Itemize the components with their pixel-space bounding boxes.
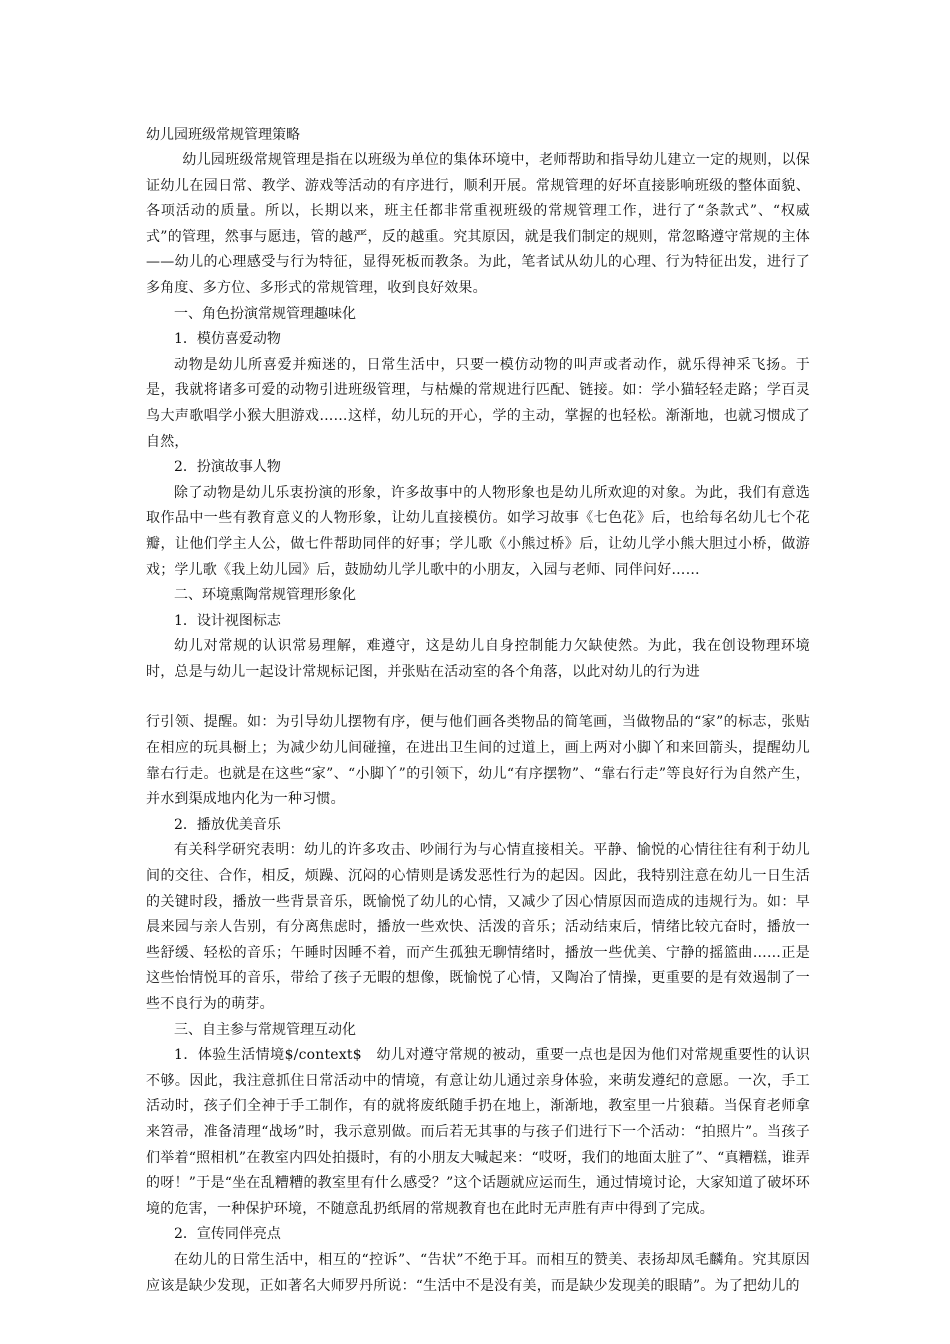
section-2-sub-1-paragraph-part-a: 幼儿对常规的认识常易理解，难遵守，这是幼儿自身控制能力欠缺使然。为此，我在创设物理环境时，总是与幼儿一起设计常规标记图，并张贴在活动室的各个角落，以此对幼儿的行为进 [146, 638, 810, 680]
section-3-sub-1-paragraph: 1．体验生活情境$/context$ 幼儿对遵守常规的被动，重要一点也是因为他们对常规重要性的认识不够。因此，我注意抓住日常活动中的情境，有意让幼儿通过亲身体验，来萌发遵纪的意愿。一次，手工活动时，孩子们全神于手工制作，有的就将废纸随手扔在地上，渐渐地，教室里一片狼藉。当保育老师拿来笤帚，准备清理“战场”时，我示意别做。而后若无其事的与孩子们进行下一个活动：“拍照片”。当孩子们举着“照相机”在教室内四处拍摄时，有的小朋友大喊起来：“哎呀，我们的地面太脏了”、“真糟糕，谁弄的呀！”于是“坐在乱糟糟的教室里有什么感受？”这个话题就应运而生，通过情境讨论，大家知道了破坏环境的危害，一种保护环境，不随意乱扔纸屑的常规教育也在此时无声胜有声中得到了完成。 [146, 1047, 810, 1217]
paragraph-gap [146, 685, 810, 710]
section-2-sub-2-heading: 2．播放优美音乐 [174, 816, 281, 833]
intro-paragraph: 幼儿园班级常规管理是指在以班级为单位的集体环境中，老师帮助和指导幼儿建立一定的规则，以保证幼儿在园日常、教学、游戏等活动的有序进行，顺利开展。常规管理的好坏直接影响班级的整体面貌、各项活动的质量。所以，长期以来，班主任都非常重视班级的常规管理工作，进行了“条款式”、“权威式”的管理，然事与愿违，管的越严，反的越重。究其原因，就是我们制定的规则，常忽略遵守常规的主体——幼儿的心理感受与行为特征，显得死板而教条。为此，笔者试从幼儿的心理、行为特征出发，进行了多角度、多方位、多形式的常规管理，收到良好效果。 [146, 152, 810, 296]
section-1-heading: 一、角色扮演常规管理趣味化 [174, 305, 356, 322]
section-1-sub-2-heading: 2．扮演故事人物 [174, 459, 281, 476]
section-3-heading: 三、自主参与常规管理互动化 [174, 1021, 356, 1038]
section-2-sub-2-paragraph: 有关科学研究表明：幼儿的许多攻击、吵闹行为与心情直接相关。平静、愉悦的心情往往有利于幼儿间的交往、合作，相反，烦躁、沉闷的心情则是诱发恶性行为的起因。因此，我特别注意在幼儿一日生活的关键时段，播放一些背景音乐，既愉悦了幼儿的心情，又减少了因心情原因而造成的违规行为。如：早晨来园与亲人告别，有分离焦虑时，播放一些欢快、活泼的音乐；活动结束后，情绪比较亢奋时，播放一些舒缓、轻松的音乐；午睡时因睡不着，而产生孤独无聊情绪时，播放一些优美、宁静的摇篮曲……正是这些怡情悦耳的音乐，带给了孩子无暇的想像，既愉悦了心情，又陶冶了情操，更重要的是有效遏制了一些不良行为的萌芽。 [146, 842, 810, 1012]
section-1-sub-2-paragraph: 除了动物是幼儿乐衷扮演的形象，许多故事中的人物形象也是幼儿所欢迎的对象。为此，我们有意选取作品中一些有教育意义的人物形象，让幼儿直接模仿。如学习故事《七色花》后，也给每名幼儿七个花瓣，让他们学主人公，做七件帮助同伴的好事；学儿歌《小熊过桥》后，让幼儿学小熊大胆过小桥，做游戏；学儿歌《我上幼儿园》后，鼓励幼儿学儿歌中的小朋友，入园与老师、同伴问好…… [146, 484, 810, 578]
section-3-sub-2-paragraph: 在幼儿的日常生活中，相互的“控诉”、“告状”不绝于耳。而相互的赞美、表扬却凤毛麟角。究其原因应该是缺少发现，正如著名大师罗丹所说：“生活中不是没有美，而是缺少发现美的眼睛”。为了把幼儿的 [146, 1251, 810, 1294]
document-title: 幼儿园班级常规管理策略 [146, 127, 300, 143]
section-2-sub-1-paragraph-part-b: 行引领、提醒。如：为引导幼儿摆物有序，便与他们画各类物品的简笔画，当做物品的“家”的标志，张贴在相应的玩具橱上；为减少幼儿间碰撞，在进出卫生间的过道上，画上两对小脚丫和来回箭头，提醒幼儿靠右行走。也就是在这些“家”、“小脚丫”的引领下，幼儿“有序摆物”、“靠右行走”等良好行为自然产生，并水到渠成地内化为一种习惯。 [146, 714, 810, 808]
section-1-sub-1-heading: 1．模仿喜爱动物 [174, 331, 281, 348]
section-1-sub-1-paragraph: 动物是幼儿所喜爱并痴迷的，日常生活中，只要一模仿动物的叫声或者动作，就乐得神采飞扬。于是，我就将诸多可爱的动物引进班级管理，与枯燥的常规进行匹配、链接。如：学小猫轻轻走路；学百灵鸟大声歌唱学小猴大胆游戏……这样，幼儿玩的开心，学的主动，掌握的也轻松。渐渐地，也就习惯成了自然， [146, 356, 810, 450]
section-3-sub-2-heading: 2．宣传同伴亮点 [174, 1226, 281, 1243]
section-2-heading: 二、环境熏陶常规管理形象化 [174, 587, 356, 604]
section-2-sub-1-heading: 1．设计视图标志 [174, 612, 281, 629]
